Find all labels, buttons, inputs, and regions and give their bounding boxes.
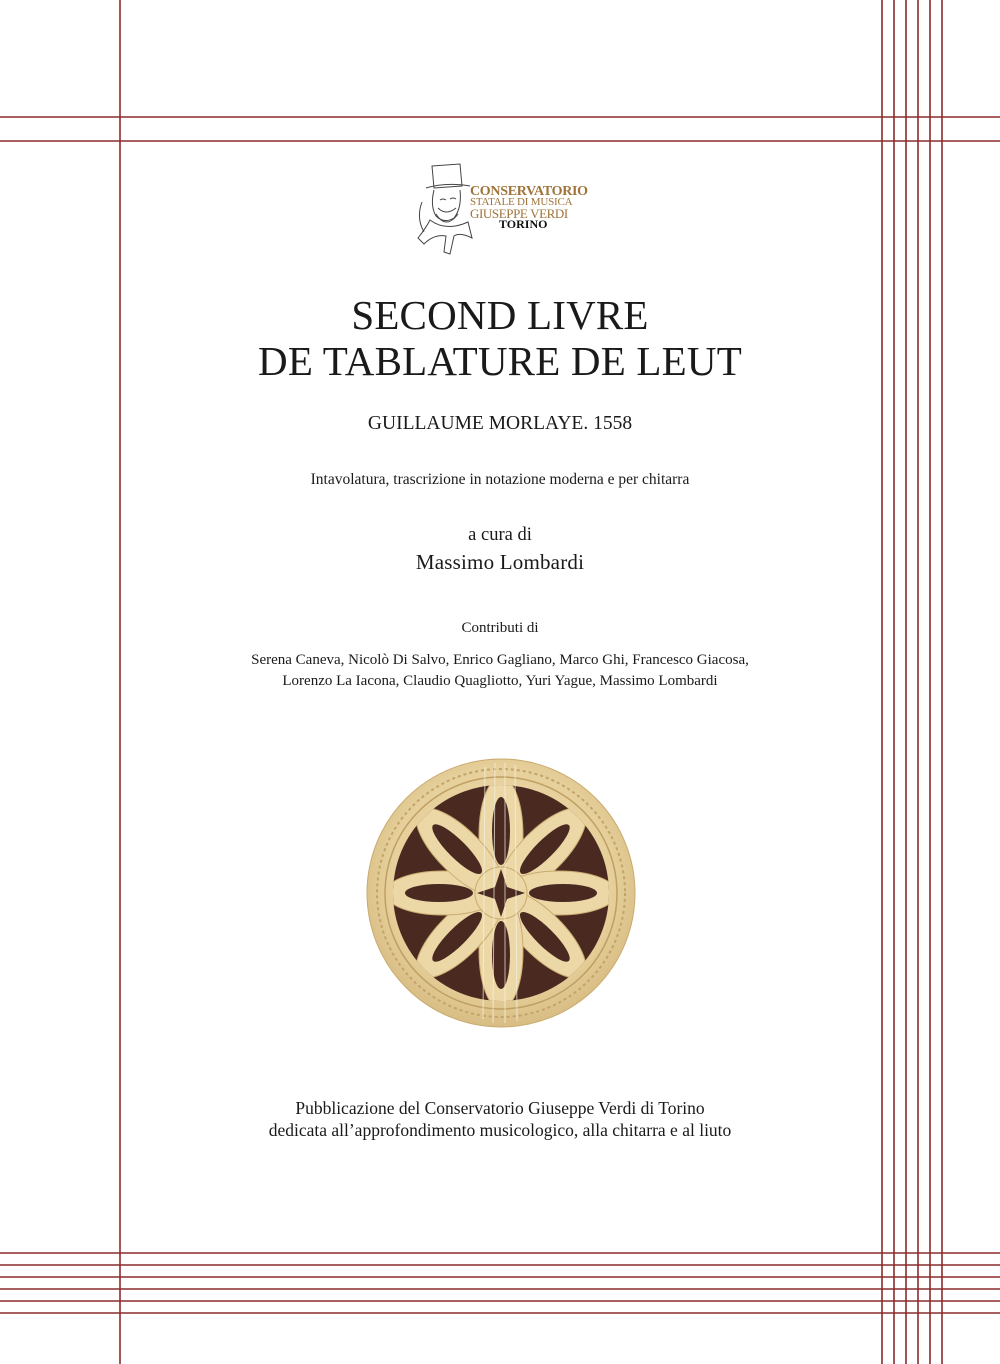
publication-note [120,1097,880,1141]
title-line-1: SECOND LIVRE [351,292,649,338]
logo-line-conservatorio: CONSERVATORIO [470,184,588,199]
contributors-list [120,650,880,692]
curator-name: Massimo Lombardi [415,550,585,574]
logo-line-verdi: GIUSEPPE VERDI [470,206,568,221]
contributors-line-2: Lorenzo La Iacona, Claudio Quagliotto, Yuri Yague, Massimo Lombardi [282,673,718,689]
book-title [120,292,880,384]
author-line: GUILLAUME MORLAYE. 1558 [367,413,633,434]
title-line-2: DE TABLATURE DE LEUT [258,338,742,384]
footer-line-1: Pubblicazione del Conservatorio Giuseppe Verdi di Torino [295,1098,705,1118]
contributors-label: Contributi di [461,620,539,636]
logo-line-statale: STATALE DI MUSICA [470,196,573,208]
lute-rosette-image [365,757,637,1029]
conservatory-logo [410,158,600,258]
logo-line-torino: TORINO [499,217,548,231]
curator-label: a cura di [468,525,532,545]
footer-line-2: dedicata all’approfondimento musicologico, alla chitarra e al liuto [268,1120,732,1140]
subtitle: Intavolatura, trascrizione in notazione moderna e per chitarra [310,471,690,488]
contributors-line-1: Serena Caneva, Nicolò Di Salvo, Enrico Gagliano, Marco Ghi, Francesco Giacosa, [251,652,749,668]
